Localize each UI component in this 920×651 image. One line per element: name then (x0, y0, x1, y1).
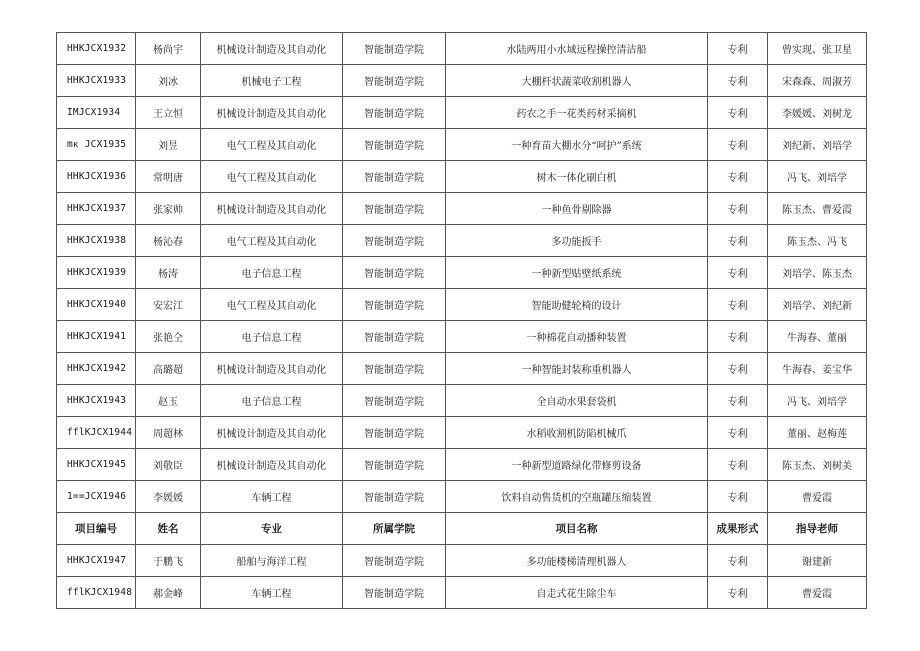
advisor-cell: 牛海春、姜宝华 (768, 353, 867, 385)
project-id-cell: mᴋ JCX1935 (57, 129, 136, 161)
header-college: 所属学院 (343, 513, 446, 545)
table-row (57, 225, 867, 257)
result-type-cell: 专利 (708, 33, 768, 65)
project-id-cell: HHKJCX1942 (57, 353, 136, 385)
college-cell: 智能制造学院 (343, 353, 446, 385)
table-header-row (57, 513, 867, 545)
student-name-cell: 安宏江 (136, 289, 201, 321)
advisor-cell: 陈玉杰、曹爱霞 (768, 193, 867, 225)
header-advisor: 指导老师 (768, 513, 867, 545)
table-row (57, 321, 867, 353)
major-cell: 电气工程及其自动化 (201, 129, 343, 161)
table-row (57, 129, 867, 161)
college-cell: 智能制造学院 (343, 417, 446, 449)
major-cell: 电气工程及其自动化 (201, 161, 343, 193)
result-type-cell: 专利 (708, 577, 768, 609)
project-id-cell: IMJCX1934 (57, 97, 136, 129)
result-type-cell: 专利 (708, 289, 768, 321)
college-cell: 智能制造学院 (343, 33, 446, 65)
student-name-cell: 刘冰 (136, 65, 201, 97)
major-cell: 机械设计制造及其自动化 (201, 193, 343, 225)
student-name-cell: 常明唐 (136, 161, 201, 193)
table-row (57, 161, 867, 193)
advisor-cell: 陈玉杰、冯飞 (768, 225, 867, 257)
result-type-cell: 专利 (708, 193, 768, 225)
college-cell: 智能制造学院 (343, 97, 446, 129)
project-table-page (56, 32, 867, 609)
project-name-cell: 多功能楼梯清理机器人 (446, 545, 708, 577)
student-name-cell: 周超林 (136, 417, 201, 449)
table-row (57, 97, 867, 129)
project-id-cell: HHKJCX1947 (57, 545, 136, 577)
major-cell: 电子信息工程 (201, 257, 343, 289)
student-name-cell: 郝金峰 (136, 577, 201, 609)
student-name-cell: 张家帅 (136, 193, 201, 225)
college-cell: 智能制造学院 (343, 321, 446, 353)
table-row (57, 417, 867, 449)
table-row (57, 577, 867, 609)
project-id-cell: fflKJCX1948 (57, 577, 136, 609)
project-name-cell: 饮料自动售货机的空瓶罐压缩装置 (446, 481, 708, 513)
table-row (57, 65, 867, 97)
college-cell: 智能制造学院 (343, 385, 446, 417)
advisor-cell: 刘培学、刘纪新 (768, 289, 867, 321)
header-project-name: 项目名称 (446, 513, 708, 545)
project-id-cell: HHKJCX1945 (57, 449, 136, 481)
project-name-cell: 水稻收割机防陷机械爪 (446, 417, 708, 449)
project-name-cell: 一种棉花自动播种装置 (446, 321, 708, 353)
advisor-cell: 刘培学、陈玉杰 (768, 257, 867, 289)
table-row (57, 481, 867, 513)
advisor-cell: 冯飞、刘培学 (768, 161, 867, 193)
advisor-cell: 牛海春、董丽 (768, 321, 867, 353)
header-result-type: 成果形式 (708, 513, 768, 545)
project-id-cell: HHKJCX1940 (57, 289, 136, 321)
header-student-name: 姓名 (136, 513, 201, 545)
table-row (57, 449, 867, 481)
table-row (57, 257, 867, 289)
major-cell: 机械设计制造及其自动化 (201, 417, 343, 449)
student-name-cell: 李媛媛 (136, 481, 201, 513)
advisor-cell: 董丽、赵梅莲 (768, 417, 867, 449)
major-cell: 电子信息工程 (201, 385, 343, 417)
project-name-cell: 全自动水果套袋机 (446, 385, 708, 417)
major-cell: 机械设计制造及其自动化 (201, 353, 343, 385)
table-row (57, 193, 867, 225)
student-name-cell: 赵玉 (136, 385, 201, 417)
result-type-cell: 专利 (708, 129, 768, 161)
project-name-cell: 一种新型道路绿化带修剪设备 (446, 449, 708, 481)
project-name-cell: 多功能扳手 (446, 225, 708, 257)
major-cell: 车辆工程 (201, 481, 343, 513)
advisor-cell: 曾实现、张卫星 (768, 33, 867, 65)
result-type-cell: 专利 (708, 97, 768, 129)
college-cell: 智能制造学院 (343, 225, 446, 257)
table-row (57, 353, 867, 385)
result-type-cell: 专利 (708, 385, 768, 417)
table-row (57, 385, 867, 417)
result-type-cell: 专利 (708, 225, 768, 257)
student-name-cell: 杨涛 (136, 257, 201, 289)
advisor-cell: 曹爱霞 (768, 577, 867, 609)
college-cell: 智能制造学院 (343, 449, 446, 481)
project-name-cell: 水陆两用小水域远程操控清洁船 (446, 33, 708, 65)
advisor-cell: 刘纪新、刘培学 (768, 129, 867, 161)
result-type-cell: 专利 (708, 353, 768, 385)
student-name-cell: 于鹏飞 (136, 545, 201, 577)
major-cell: 机械设计制造及其自动化 (201, 97, 343, 129)
project-name-cell: 大棚杆状蔬菜收割机器人 (446, 65, 708, 97)
project-id-cell: HHKJCX1933 (57, 65, 136, 97)
project-name-cell: 树木一体化刷白机 (446, 161, 708, 193)
result-type-cell: 专利 (708, 161, 768, 193)
project-id-cell: 1==JCX1946 (57, 481, 136, 513)
advisor-cell: 谢建新 (768, 545, 867, 577)
project-name-cell: 一种智能封装称重机器人 (446, 353, 708, 385)
project-table (56, 32, 867, 609)
result-type-cell: 专利 (708, 65, 768, 97)
college-cell: 智能制造学院 (343, 129, 446, 161)
student-name-cell: 杨沁春 (136, 225, 201, 257)
college-cell: 智能制造学院 (343, 545, 446, 577)
major-cell: 机械设计制造及其自动化 (201, 33, 343, 65)
table-row (57, 289, 867, 321)
project-id-cell: HHKJCX1937 (57, 193, 136, 225)
result-type-cell: 专利 (708, 321, 768, 353)
result-type-cell: 专利 (708, 545, 768, 577)
project-name-cell: 智能助健轮椅的设计 (446, 289, 708, 321)
student-name-cell: 刘昱 (136, 129, 201, 161)
result-type-cell: 专利 (708, 481, 768, 513)
college-cell: 智能制造学院 (343, 257, 446, 289)
project-id-cell: HHKJCX1943 (57, 385, 136, 417)
advisor-cell: 冯飞、刘培学 (768, 385, 867, 417)
college-cell: 智能制造学院 (343, 577, 446, 609)
advisor-cell: 陈玉杰、刘树美 (768, 449, 867, 481)
advisor-cell: 宋森森、周淑芳 (768, 65, 867, 97)
project-id-cell: HHKJCX1938 (57, 225, 136, 257)
major-cell: 车辆工程 (201, 577, 343, 609)
project-id-cell: fflKJCX1944 (57, 417, 136, 449)
college-cell: 智能制造学院 (343, 481, 446, 513)
project-name-cell: 一种育苗大棚水分“呵护”系统 (446, 129, 708, 161)
major-cell: 机械电子工程 (201, 65, 343, 97)
student-name-cell: 王立恒 (136, 97, 201, 129)
college-cell: 智能制造学院 (343, 65, 446, 97)
project-name-cell: 药农之手一花类药材采摘机 (446, 97, 708, 129)
major-cell: 机械设计制造及其自动化 (201, 449, 343, 481)
college-cell: 智能制造学院 (343, 161, 446, 193)
college-cell: 智能制造学院 (343, 289, 446, 321)
header-project-id: 项目编号 (57, 513, 136, 545)
project-name-cell: 一种新型贴壁纸系统 (446, 257, 708, 289)
result-type-cell: 专利 (708, 417, 768, 449)
major-cell: 电气工程及其自动化 (201, 225, 343, 257)
project-id-cell: HHKJCX1932 (57, 33, 136, 65)
student-name-cell: 刘敬臣 (136, 449, 201, 481)
student-name-cell: 高璐超 (136, 353, 201, 385)
table-row (57, 545, 867, 577)
major-cell: 电子信息工程 (201, 321, 343, 353)
project-name-cell: 一种鱼骨剔除器 (446, 193, 708, 225)
advisor-cell: 李媛媛、刘树龙 (768, 97, 867, 129)
project-id-cell: HHKJCX1941 (57, 321, 136, 353)
project-id-cell: HHKJCX1939 (57, 257, 136, 289)
major-cell: 船舶与海洋工程 (201, 545, 343, 577)
result-type-cell: 专利 (708, 449, 768, 481)
advisor-cell: 曹爱霞 (768, 481, 867, 513)
student-name-cell: 张艳仝 (136, 321, 201, 353)
student-name-cell: 杨尚宇 (136, 33, 201, 65)
project-name-cell: 自走式花生除尘车 (446, 577, 708, 609)
result-type-cell: 专利 (708, 257, 768, 289)
table-row (57, 33, 867, 65)
project-id-cell: HHKJCX1936 (57, 161, 136, 193)
college-cell: 智能制造学院 (343, 193, 446, 225)
header-major: 专业 (201, 513, 343, 545)
major-cell: 电气工程及其自动化 (201, 289, 343, 321)
